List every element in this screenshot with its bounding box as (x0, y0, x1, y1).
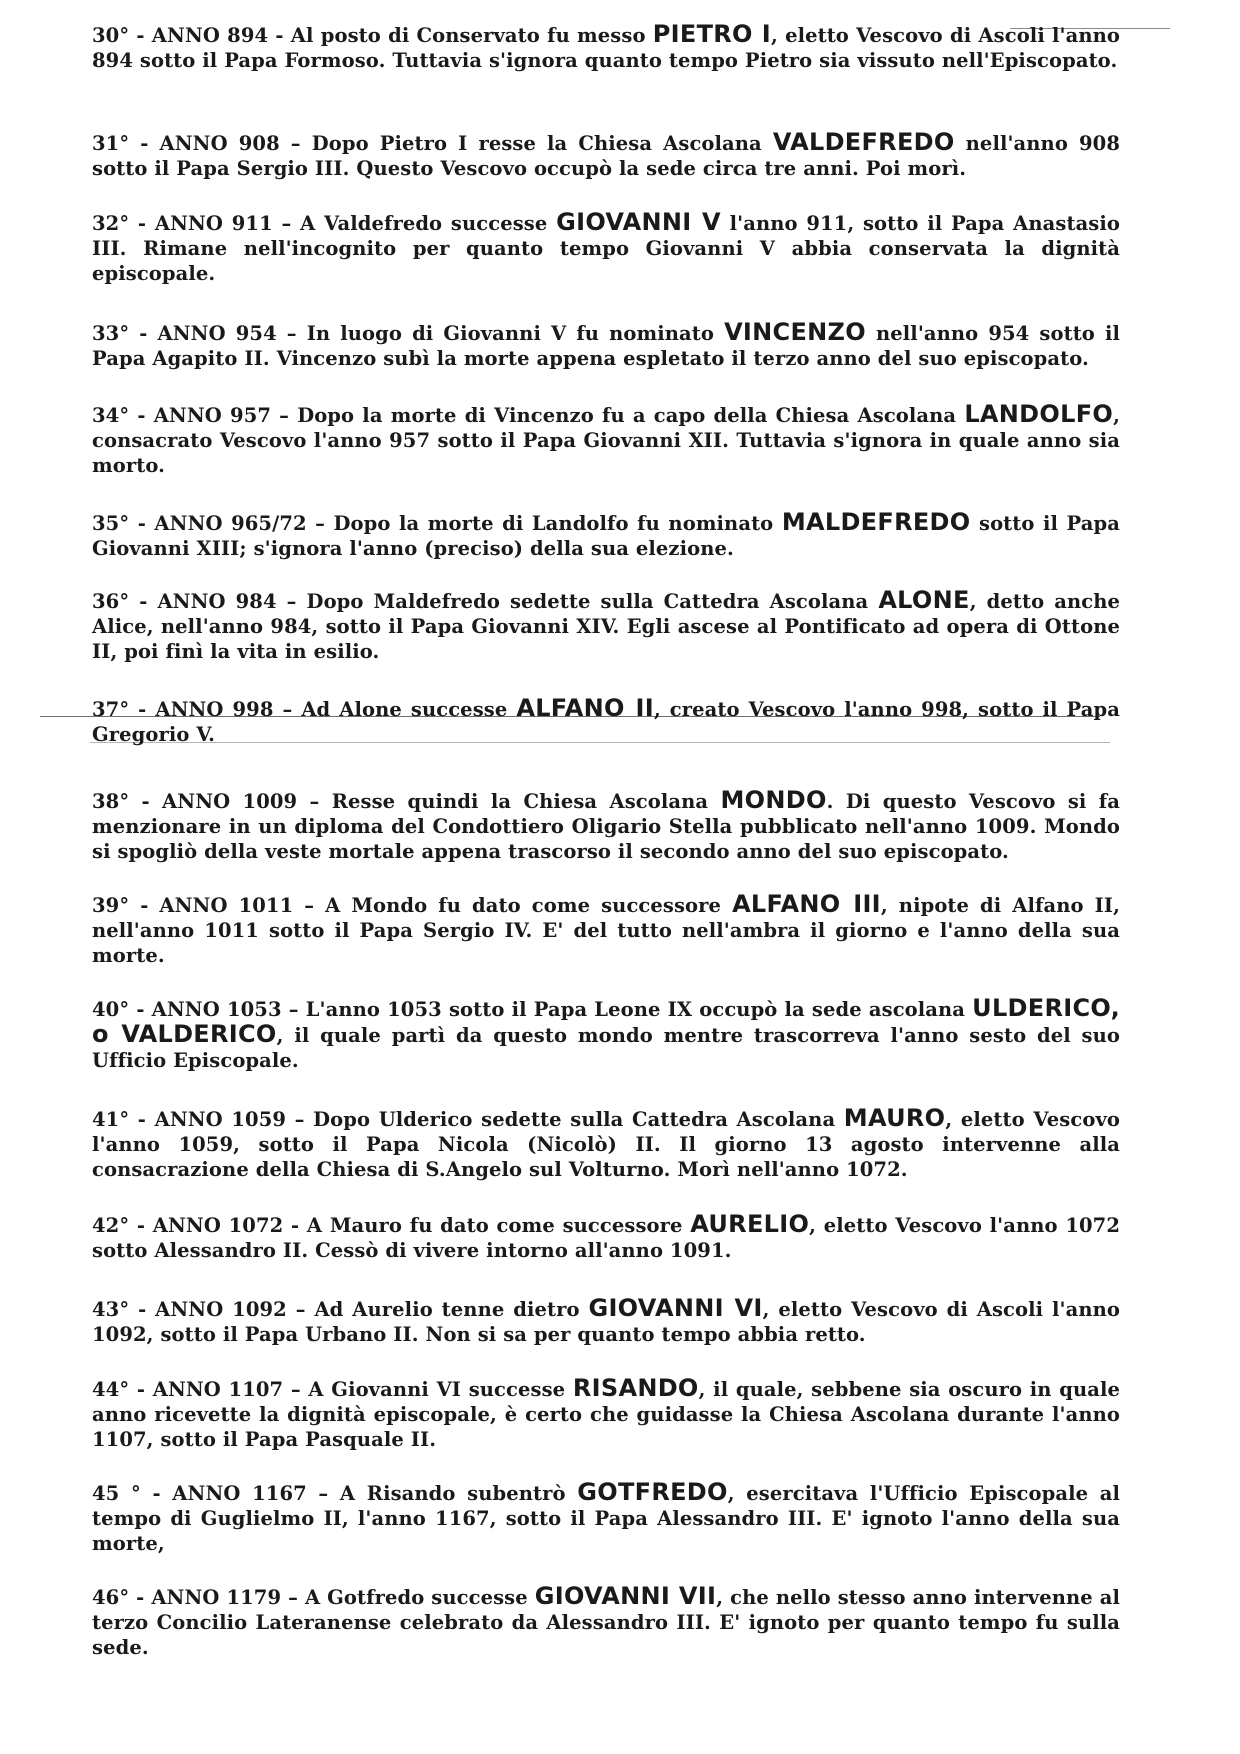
bishop-name: MALDEFREDO (781, 508, 971, 536)
bishop-entry-37 (92, 696, 1120, 747)
bishop-name: ULDERICO, o VALDERICO (92, 994, 1120, 1048)
bishop-entry-38 (92, 788, 1120, 864)
entry-number: 40° (92, 998, 130, 1021)
entry-number: 35° (92, 512, 130, 535)
bishop-name: ALFANO III (732, 890, 881, 918)
bishop-name: MAURO (843, 1104, 946, 1132)
entry-text: , creato Vescovo l'anno 998, sotto il Papa Gregorio V. (92, 698, 1120, 746)
entry-lead: - ANNO 984 – Dopo Maldefredo sedette sulla Cattedra Ascolana (129, 590, 879, 613)
entry-number: 43° (92, 1298, 130, 1321)
entry-lead: - ANNO 1072 - A Mauro fu dato come successore (129, 1214, 691, 1237)
entry-lead: - ANNO 965/72 – Dopo la morte di Landolfo fu nominato (129, 512, 782, 535)
entry-text: . Di questo Vescovo si fa menzionare in un diploma del Condottiero Oligario Stella pubblicato nell'anno 1009. Mondo si spogliò della veste mortale appena trascorso il secondo anno del suo episcopato. (92, 790, 1120, 863)
entry-text: , eletto Vescovo di Ascoli l'anno 1092, sotto il Papa Urbano II. Non si sa per quanto tempo abbia retto. (92, 1298, 1120, 1346)
entry-text: , il quale partì da questo mondo mentre trascorreva l'anno sesto del suo Ufficio Episcopale. (92, 1024, 1121, 1072)
entry-lead: - ANNO 1011 – A Mondo fu dato come successore (129, 894, 733, 917)
entry-lead: - ANNO 1053 – L'anno 1053 sotto il Papa Leone IX occupò la sede ascolana (129, 998, 973, 1021)
bishop-name: MONDO (720, 786, 827, 814)
entry-number: 34° (92, 404, 130, 427)
entry-lead: - ANNO 1167 – A Risando subentrò (140, 1482, 578, 1505)
entry-lead: - ANNO 1009 – Resse quindi la Chiesa Ascolana (129, 790, 721, 813)
entry-number: 31° (92, 132, 130, 155)
entry-number: 38° (92, 790, 130, 813)
entry-number: 36° (92, 590, 130, 613)
entry-number: 32° (92, 212, 130, 235)
bishop-name: GOTFREDO (577, 1478, 728, 1506)
entry-lead: - ANNO 957 – Dopo la morte di Vincenzo fu a capo della Chiesa Ascolana (129, 404, 965, 427)
bishop-name: AURELIO (690, 1210, 810, 1238)
entry-text: , esercitava l'Ufficio Episcopale al tempo di Guglielmo II, l'anno 1167, sotto il Papa Alessandro III. E' ignoto l'anno della sua morte, (92, 1482, 1120, 1555)
entry-text: , nipote di Alfano II, nell'anno 1011 sotto il Papa Sergio IV. E' del tutto nell'ambra il giorno e l'anno della sua morte. (92, 894, 1120, 967)
entry-number: 44° (92, 1378, 130, 1401)
entry-number: 33° (92, 322, 130, 345)
bishop-name: RISANDO (572, 1374, 699, 1402)
bishop-entry-39 (92, 892, 1120, 968)
bishop-name: VINCENZO (724, 318, 866, 346)
bishop-name: GIOVANNI VI (588, 1294, 763, 1322)
entry-text: , detto anche Alice, nell'anno 984, sotto il Papa Giovanni XIV. Egli ascese al Pontificato ad opera di Ottone II, poi finì la vita in esilio. (92, 590, 1121, 663)
entry-lead: - ANNO 1092 – Ad Aurelio tenne dietro (129, 1298, 589, 1321)
entry-lead: - ANNO 894 - Al posto di Conservato fu messo (129, 24, 653, 47)
bishop-entry-44 (92, 1376, 1120, 1452)
bishop-entry-40 (92, 996, 1120, 1073)
entry-number: 46° (92, 1586, 130, 1609)
bishop-entry-33 (92, 320, 1120, 371)
entry-lead: - ANNO 1059 – Dopo Ulderico sedette sulla Cattedra Ascolana (129, 1108, 844, 1131)
entry-number: 42° (92, 1214, 130, 1237)
bishop-entry-46 (92, 1584, 1120, 1660)
bishop-entry-35 (92, 510, 1120, 561)
entry-number: 30° (92, 24, 130, 47)
bishop-name: VALDEFREDO (772, 128, 955, 156)
bishop-entry-30 (92, 22, 1120, 73)
entry-lead: - ANNO 908 – Dopo Pietro I resse la Chiesa Ascolana (129, 132, 773, 155)
bishop-entry-43 (92, 1296, 1120, 1347)
entry-text: , eletto Vescovo di Ascoli l'anno 894 sotto il Papa Formoso. Tuttavia s'ignora quanto tempo Pietro sia vissuto nell'Episcopato. (92, 24, 1121, 72)
entry-number: 39° (92, 894, 130, 917)
entry-number: 41° (92, 1108, 130, 1131)
bishop-entry-31 (92, 130, 1120, 181)
bishop-name: ALONE (878, 586, 970, 614)
entry-lead: - ANNO 954 – In luogo di Giovanni V fu nominato (129, 322, 725, 345)
bishop-entry-34 (92, 402, 1120, 478)
entry-number: 37° (92, 698, 130, 721)
bishop-entry-32 (92, 210, 1120, 286)
bishop-entry-36 (92, 588, 1120, 664)
entry-text: , consacrato Vescovo l'anno 957 sotto il Papa Giovanni XII. Tuttavia s'ignora in quale anno sia morto. (92, 404, 1120, 477)
entry-text: nell'anno 908 sotto il Papa Sergio III. Questo Vescovo occupò la sede circa tre anni. Poi morì. (92, 132, 1120, 180)
entry-lead: - ANNO 1107 – A Giovanni VI successe (129, 1378, 573, 1401)
entry-number: 45 ° (92, 1482, 141, 1505)
entry-text: sotto il Papa Giovanni XIII; s'ignora l'anno (preciso) della sua elezione. (92, 512, 1120, 560)
bishop-entry-41 (92, 1106, 1120, 1182)
entry-lead: - ANNO 1179 – A Gotfredo successe (129, 1586, 535, 1609)
bishop-name: PIETRO I (652, 20, 771, 48)
entry-text: , che nello stesso anno intervenne al terzo Concilio Lateranense celebrato da Alessandro III. E' ignoto per quanto tempo fu sulla sede. (92, 1586, 1120, 1659)
entry-text: , eletto Vescovo l'anno 1072 sotto Alessandro II. Cessò di vivere intorno all'anno 1091. (92, 1214, 1120, 1262)
bishop-name: LANDOLFO (964, 400, 1114, 428)
bishop-entry-42 (92, 1212, 1120, 1263)
bishop-entry-45 (92, 1480, 1120, 1556)
entry-lead: - ANNO 998 – Ad Alone successe (129, 698, 517, 721)
entry-lead: - ANNO 911 – A Valdefredo successe (129, 212, 557, 235)
bishop-name: ALFANO II (516, 694, 654, 722)
entry-text: nell'anno 954 sotto il Papa Agapito II. Vincenzo subì la morte appena espletato il terzo anno del suo episcopato. (92, 322, 1120, 370)
entry-text: l'anno 911, sotto il Papa Anastasio III. Rimane nell'incognito per quanto tempo Giovanni V abbia conservata la dignità episcopale. (92, 212, 1120, 285)
bishop-name: GIOVANNI VII (534, 1582, 717, 1610)
entry-text: , eletto Vescovo l'anno 1059, sotto il Papa Nicola (Nicolò) II. Il giorno 13 agosto intervenne alla consacrazione della Chiesa di S.Angelo sul Volturno. Morì nell'anno 1072. (92, 1108, 1120, 1181)
entry-text: , il quale, sebbene sia oscuro in quale anno ricevette la dignità episcopale, è certo che guidasse la Chiesa Ascolana durante l'anno 1107, sotto il Papa Pasquale II. (92, 1378, 1120, 1451)
bishop-name: GIOVANNI V (556, 208, 721, 236)
